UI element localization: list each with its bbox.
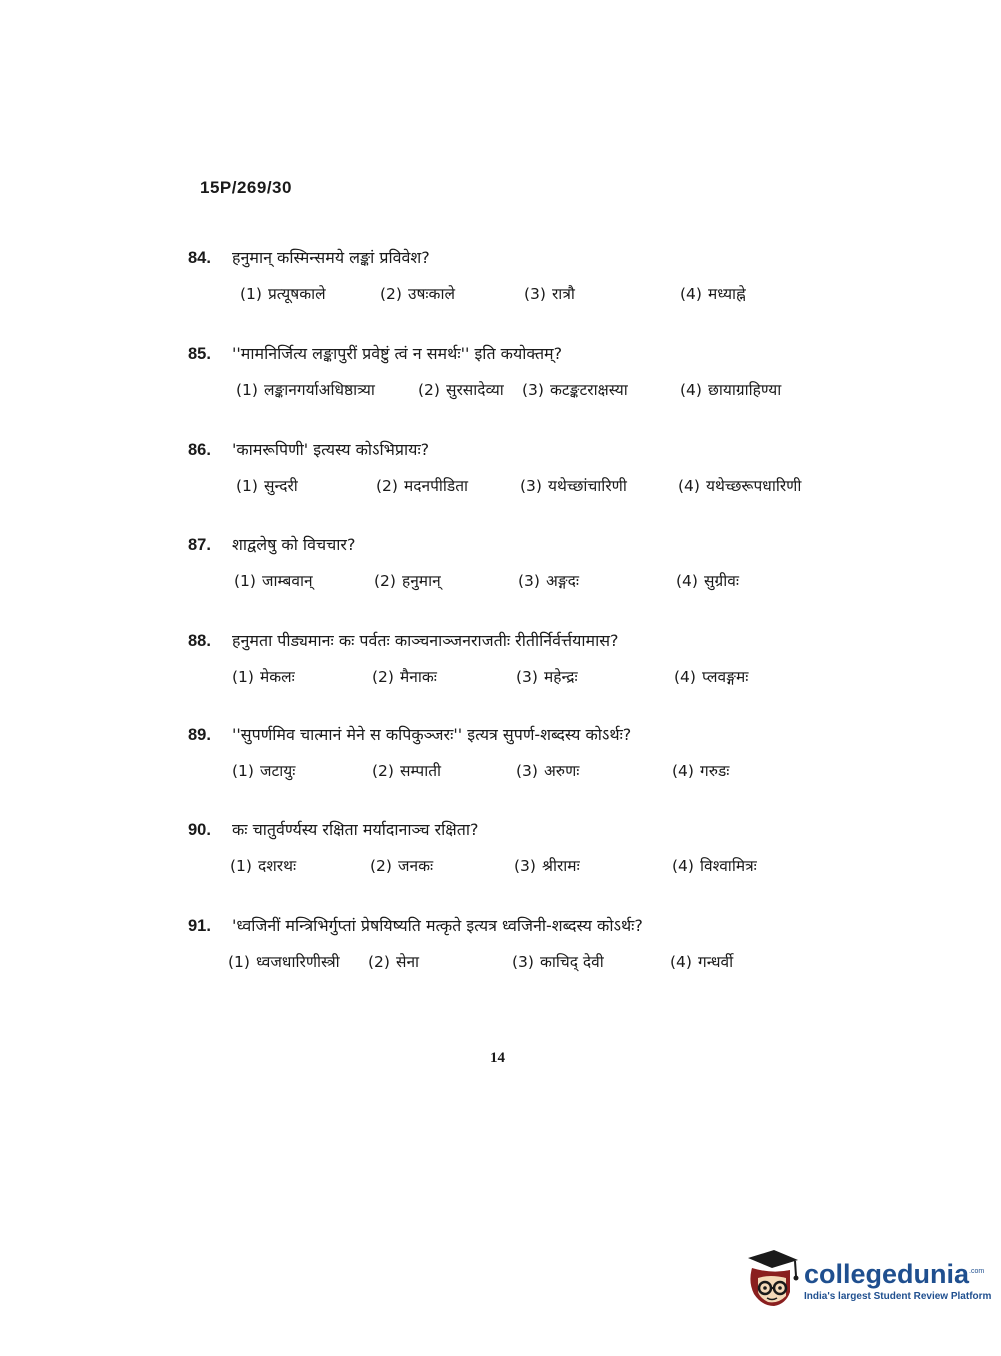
collegedunia-watermark [740, 1248, 991, 1310]
option-3: (3) रात्रौ [524, 285, 575, 303]
option-2: (2) हनुमान् [374, 572, 441, 590]
option-1: (1) सुन्दरी [236, 477, 298, 495]
option-3: (3) अङ्गदः [518, 572, 579, 590]
question-number: 87. [188, 536, 211, 554]
paper-code: 15P/269/30 [200, 178, 292, 197]
option-4: (4) सुग्रीवः [676, 572, 739, 590]
question-84 [188, 246, 848, 312]
question-number: 90. [188, 821, 211, 839]
option-list [188, 854, 848, 884]
page-number: 14 [490, 1050, 505, 1066]
question-text: ''मामनिर्जित्य लङ्कापुरीं प्रवेष्टुं त्वं न समर्थः'' इति कयोक्तम्? [232, 344, 563, 363]
option-list [188, 665, 848, 695]
option-3: (3) कटङ्कटराक्षस्या [522, 381, 628, 399]
option-2: (2) मदनपीडिता [376, 477, 469, 495]
option-list [188, 378, 848, 408]
question-text: कः चातुर्वर्ण्यस्य रक्षिता मर्यादानाञ्च रक्षिता? [232, 820, 479, 839]
option-2: (2) जनकः [370, 857, 434, 875]
option-1: (1) जटायुः [232, 762, 296, 780]
option-3: (3) यथेच्छांचारिणी [520, 477, 627, 495]
brand-tagline: India's largest Student Review Platform [804, 1290, 992, 1302]
option-2: (2) मैनाकः [372, 668, 437, 686]
option-4: (4) यथेच्छरूपधारिणी [678, 477, 802, 495]
question-86 [188, 438, 848, 504]
question-89 [188, 723, 848, 789]
question-text: 'कामरूपिणी' इत्यस्य कोऽभिप्रायः? [232, 440, 430, 459]
option-1: (1) जाम्बवान् [234, 572, 313, 590]
question-number: 84. [188, 249, 211, 267]
question-number: 91. [188, 917, 211, 935]
option-list [188, 569, 848, 599]
option-2: (2) सेना [368, 953, 420, 971]
question-88 [188, 629, 848, 695]
option-4: (4) गन्धर्वी [670, 953, 734, 971]
option-1: (1) ध्वजधारिणीस्त्री [228, 953, 340, 971]
question-number: 88. [188, 632, 211, 650]
question-87 [188, 533, 848, 599]
option-3: (3) अरुणः [516, 762, 580, 780]
option-3: (3) महेन्द्रः [516, 668, 578, 686]
mascot-logo-icon [740, 1248, 800, 1310]
option-4: (4) गरुडः [672, 762, 730, 780]
option-1: (1) दशरथः [230, 857, 297, 875]
option-1: (1) मेकलः [232, 668, 295, 686]
option-3: (3) श्रीरामः [514, 857, 580, 875]
option-2: (2) उषःकाले [380, 285, 455, 303]
option-4: (4) छायाग्राहिण्या [680, 381, 782, 399]
option-2: (2) सम्पाती [372, 762, 442, 780]
question-text: शाद्वलेषु को विचचार? [232, 535, 356, 554]
option-2: (2) सुरसादेव्या [418, 381, 504, 399]
brand-name: collegedunia$^{.com}$ [804, 1258, 985, 1289]
question-85 [188, 342, 848, 408]
question-text: 'ध्वजिनीं मन्त्रिभिर्गुप्तां प्रेषयिष्यति मत्कृते इत्यत्र ध्वजिनी-शब्दस्य कोऽर्थः? [232, 916, 643, 935]
question-text: ''सुपर्णमिव चात्मानं मेने स कपिकुञ्जरः'' इत्यत्र सुपर्ण-शब्दस्य कोऽर्थः? [232, 725, 632, 744]
option-4: (4) प्लवङ्गमः [674, 668, 749, 686]
option-4: (4) मध्याह्ने [680, 285, 746, 303]
question-number: 85. [188, 345, 211, 363]
question-number: 89. [188, 726, 211, 744]
question-number: 86. [188, 441, 211, 459]
question-91 [188, 914, 848, 980]
question-90 [188, 818, 848, 884]
option-list [188, 759, 848, 789]
option-3: (3) काचिद् देवी [512, 953, 604, 971]
option-list [188, 950, 848, 980]
option-1: (1) लङ्कानगर्याअधिष्ठात्र्या [236, 381, 375, 399]
question-text: हनुमान् कस्मिन्समये लङ्कां प्रविवेश? [232, 248, 430, 267]
option-list [188, 474, 848, 504]
question-text: हनुमता पीड्यमानः कः पर्वतः काञ्चनाञ्जनराजतीः रीतीर्निर्वर्त्तयामास? [232, 631, 619, 650]
brand-block [804, 1257, 991, 1302]
option-1: (1) प्रत्यूषकाले [240, 285, 326, 303]
option-4: (4) विश्वामित्रः [672, 857, 757, 875]
option-list [188, 282, 848, 312]
